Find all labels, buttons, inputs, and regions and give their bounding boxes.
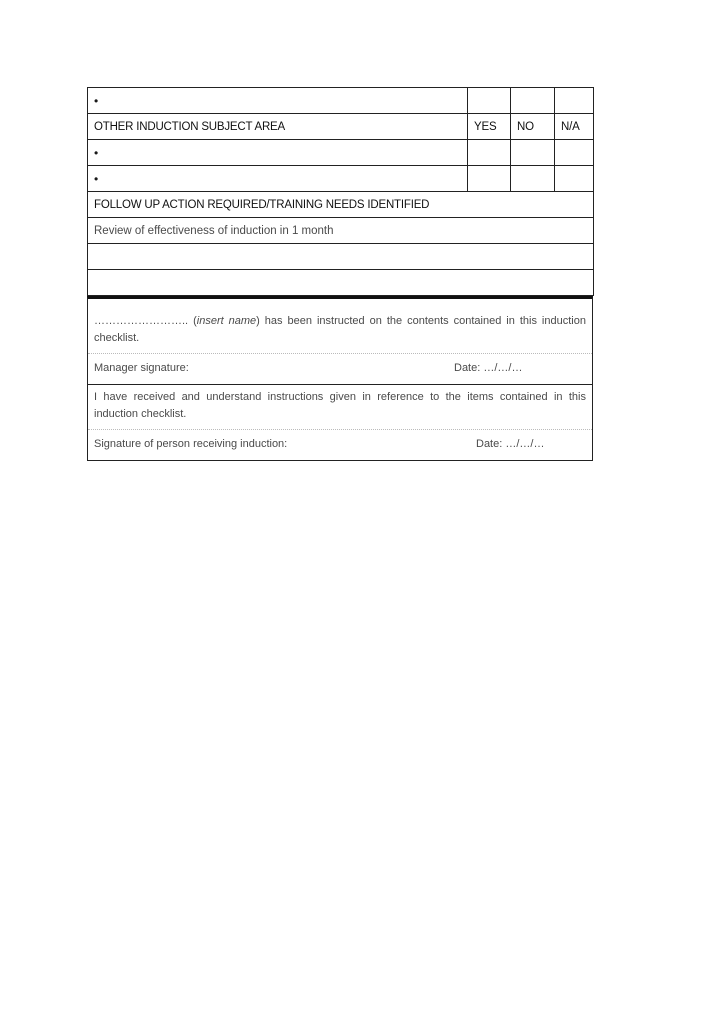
column-na: N/A [555, 114, 594, 140]
yes-checkbox-cell[interactable] [468, 140, 511, 166]
follow-up-item[interactable]: Review of effectiveness of induction in 1 month [88, 218, 594, 244]
follow-up-row [88, 244, 594, 270]
item-cell[interactable] [88, 140, 468, 166]
induction-checklist-form [87, 87, 593, 461]
na-checkbox-cell[interactable] [555, 166, 594, 192]
insert-name-hint: insert name [196, 315, 257, 327]
follow-up-item[interactable] [88, 270, 594, 296]
checklist-row [88, 140, 594, 166]
receiver-statement: I have received and understand instructions given in reference to the items contained in this induction checklist. [94, 391, 586, 420]
no-checkbox-cell[interactable] [511, 166, 555, 192]
bullet-icon: • [94, 145, 99, 160]
follow-up-row [88, 218, 594, 244]
yes-checkbox-cell[interactable] [468, 166, 511, 192]
no-checkbox-cell[interactable] [511, 88, 555, 114]
receiver-signature-line[interactable] [88, 430, 592, 460]
column-yes: YES [468, 114, 511, 140]
bullet-icon: • [94, 93, 99, 108]
signoff-block [87, 296, 593, 461]
manager-signature-label: Manager signature: [94, 362, 189, 374]
follow-up-header-row [88, 192, 594, 218]
name-blank[interactable]: …………………….. [94, 315, 189, 327]
na-checkbox-cell[interactable] [555, 88, 594, 114]
receiver-signature-label: Signature of person receiving induction: [94, 438, 288, 450]
manager-date-label[interactable]: Date: …/…/… [454, 362, 523, 374]
checklist-row [88, 88, 594, 114]
no-checkbox-cell[interactable] [511, 140, 555, 166]
follow-up-row [88, 270, 594, 296]
manager-statement: …………………….. (insert name) has been instructed on the contents contained in this induction checklist. [94, 315, 586, 344]
follow-up-item[interactable] [88, 244, 594, 270]
yes-checkbox-cell[interactable] [468, 88, 511, 114]
other-section-header-row [88, 114, 594, 140]
checklist-row [88, 166, 594, 192]
manager-signature-line[interactable] [88, 354, 592, 384]
follow-up-heading: FOLLOW UP ACTION REQUIRED/TRAINING NEEDS IDENTIFIED [88, 192, 594, 218]
bullet-icon: • [94, 171, 99, 186]
item-cell[interactable] [88, 88, 468, 114]
checklist-table [87, 87, 594, 296]
column-no: NO [511, 114, 555, 140]
na-checkbox-cell[interactable] [555, 140, 594, 166]
other-section-heading: OTHER INDUCTION SUBJECT AREA [88, 114, 468, 140]
receiver-date-label[interactable]: Date: …/…/… [476, 438, 545, 450]
manager-statement-text: has been instructed on the contents contained in this induction checklist. [94, 315, 586, 344]
item-cell[interactable] [88, 166, 468, 192]
